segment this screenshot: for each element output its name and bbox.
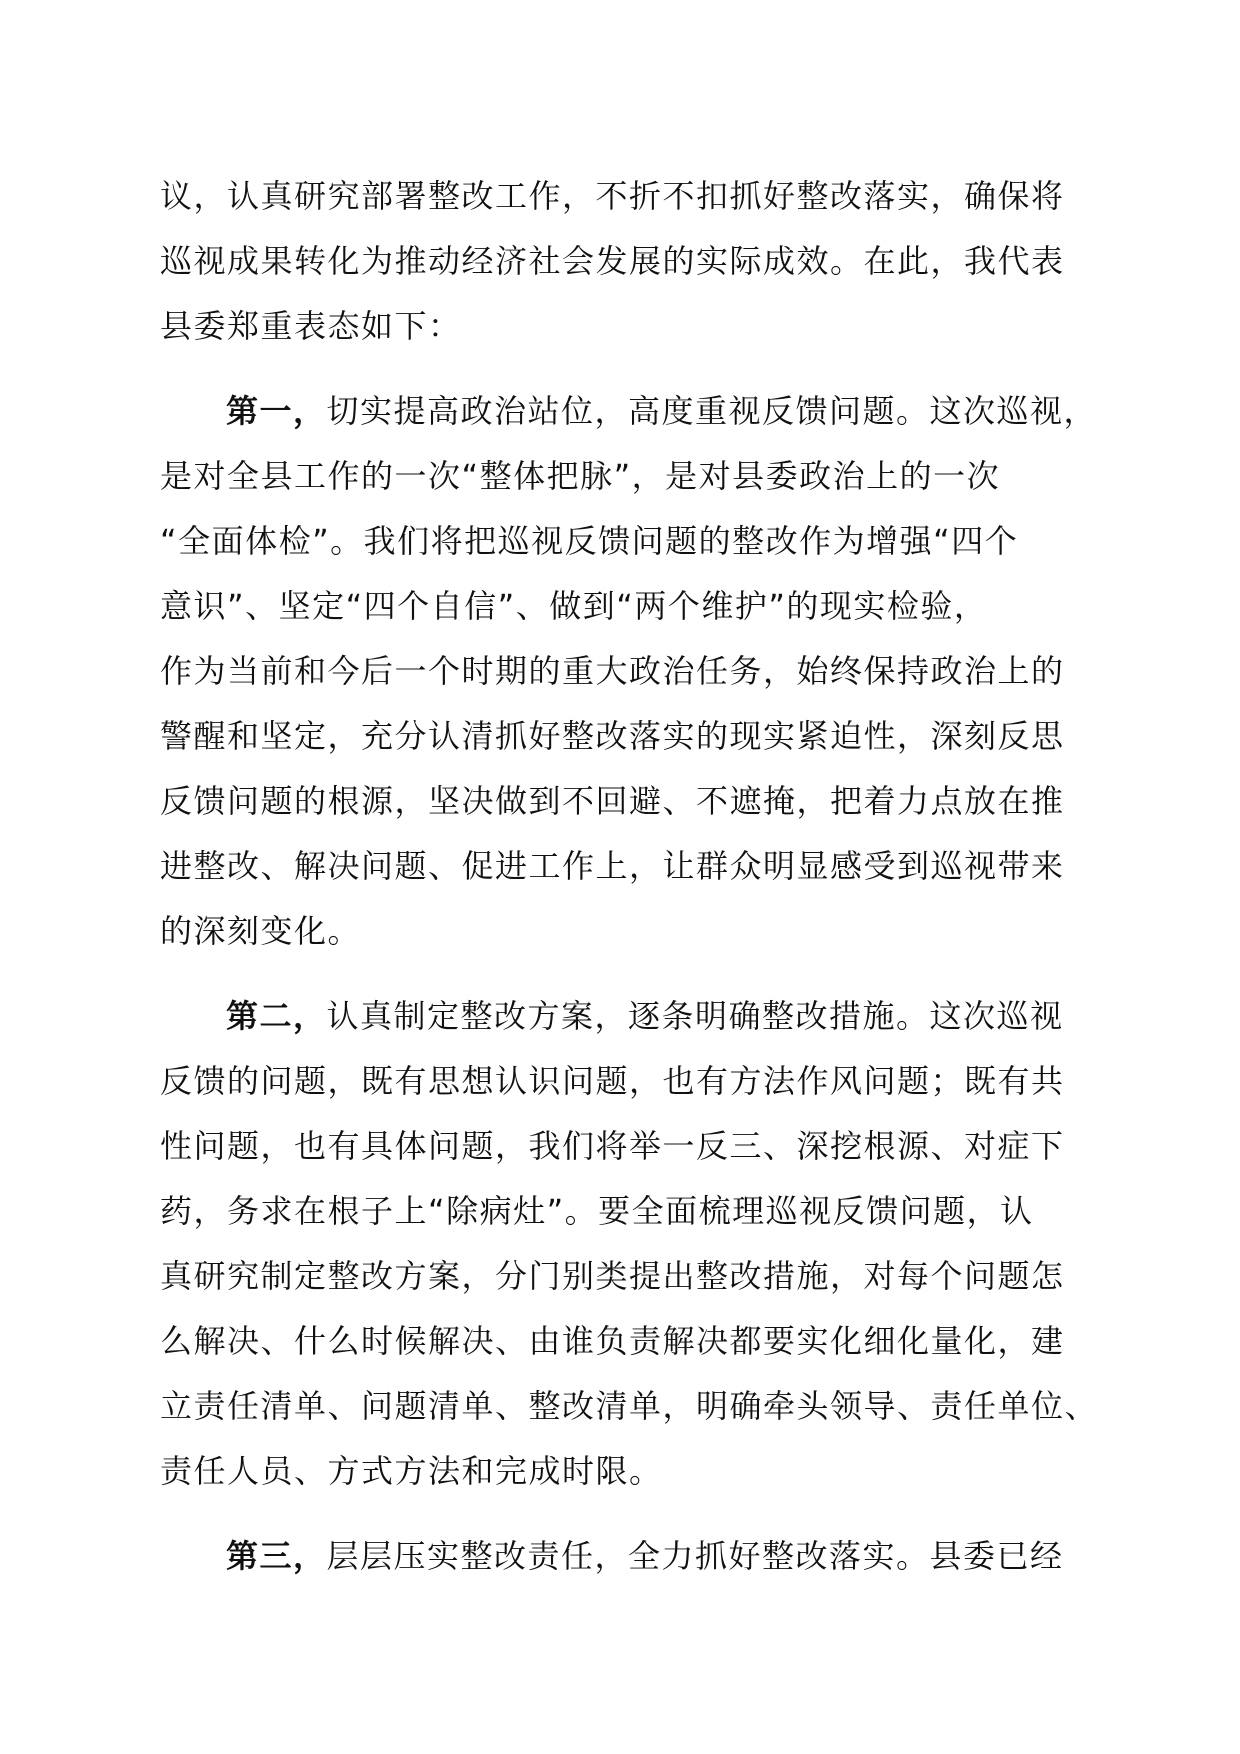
paragraph-first-text: 层层压实整改责任，全力抓好整改落实。县委已经 — [326, 1537, 1064, 1575]
paragraph-first-text: 认真制定整改方案，逐条明确整改措施。这次巡视 — [326, 997, 1064, 1035]
text-line: 反馈问题的根源，坚决做到不回避、不遮掩，把着力点放在推 — [160, 782, 1065, 820]
paragraph-first-line — [160, 379, 1120, 444]
text-line: 么解决、什么时候解决、由谁负责解决都要实化细化量化，建 — [160, 1322, 1065, 1360]
text-line: 反馈的问题，既有思想认识问题，也有方法作风问题；既有共 — [160, 1062, 1065, 1100]
text-line: 真研究制定整改方案，分门别类提出整改措施，对每个问题怎 — [160, 1257, 1065, 1295]
text-line: “全面体检”。我们将把巡视反馈问题的整改作为增强“四个 — [160, 522, 1019, 560]
paragraph-first-line — [160, 984, 1120, 1049]
text-line: 警醒和坚定，充分认清抓好整改落实的现实紧迫性，深刻反思 — [160, 717, 1065, 755]
paragraph-gap — [160, 359, 1120, 379]
document-body — [160, 164, 1120, 1589]
paragraph-first-line — [160, 1524, 1120, 1589]
text-line: 县委郑重表态如下： — [160, 307, 462, 345]
text-line: 责任人员、方式方法和完成时限。 — [160, 1452, 663, 1490]
paragraph-gap — [160, 964, 1120, 984]
paragraph-lead: 第二， — [226, 997, 327, 1035]
paragraph-gap — [160, 1504, 1120, 1524]
text-line: 药，务求在根子上“除病灶”。要全面梳理巡视反馈问题，认 — [160, 1192, 1034, 1230]
text-line: 进整改、解决问题、促进工作上，让群众明显感受到巡视带来 — [160, 847, 1065, 885]
text-line: 是对全县工作的一次“整体把脉”，是对县委政治上的一次 — [160, 457, 1001, 495]
paragraph-lead: 第一， — [226, 392, 327, 430]
text-line: 巡视成果转化为推动经济社会发展的实际成效。在此，我代表 — [160, 242, 1065, 280]
text-line: 性问题，也有具体问题，我们将举一反三、深挖根源、对症下 — [160, 1127, 1065, 1165]
text-line: 议，认真研究部署整改工作，不折不扣抓好整改落实，确保将 — [160, 177, 1065, 215]
paragraph-first-text: 切实提高政治站位，高度重视反馈问题。这次巡视， — [326, 392, 1098, 430]
paragraph-lead: 第三， — [226, 1537, 327, 1575]
text-line: 作为当前和今后一个时期的重大政治任务，始终保持政治上的 — [160, 652, 1065, 690]
text-line: 立责任清单、问题清单、整改清单，明确牵头领导、责任单位、 — [160, 1387, 1099, 1425]
text-line: 的深刻变化。 — [160, 912, 362, 950]
text-line: 意识”、坚定“四个自信”、做到“两个维护”的现实检验， — [160, 587, 988, 625]
